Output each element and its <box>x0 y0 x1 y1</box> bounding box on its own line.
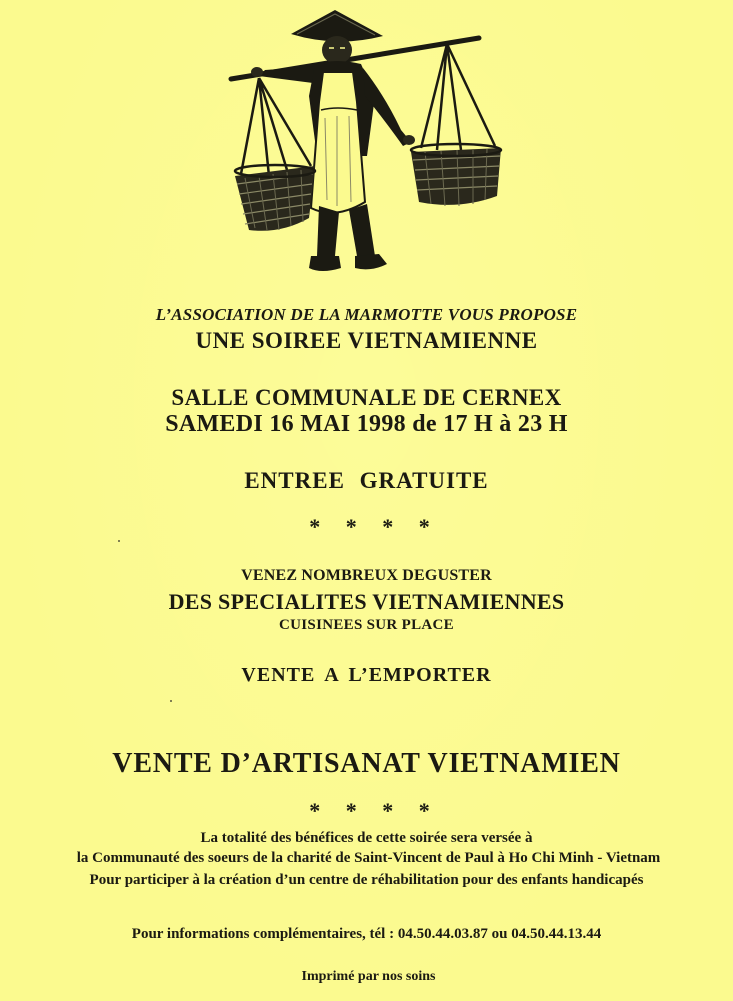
proceeds-line: La totalité des bénéfices de cette soirée sera versée à <box>200 830 533 846</box>
association-line: L’ASSOCIATION DE LA MARMOTTE VOUS PROPOSE <box>155 305 578 324</box>
event-date-time: SAMEDI 16 MAI 1998 de 17 H à 23 H <box>165 411 568 437</box>
star-separator: * * * * <box>309 514 440 539</box>
admission-free: ENTREE GRATUITE <box>244 468 489 493</box>
printed-by: Imprimé par nos soins <box>301 969 436 984</box>
star-separator: * * * * <box>309 798 440 823</box>
specialties-heading: DES SPECIALITES VIETNAMIENNES <box>168 589 565 614</box>
vietnamese-porter-with-baskets-icon <box>225 6 515 296</box>
event-title: UNE SOIREE VIETNAMIENNE <box>195 328 538 353</box>
takeaway-sale: VENTE A L’EMPORTER <box>241 664 492 686</box>
invite-line: VENEZ NOMBREUX DEGUSTER <box>241 567 492 584</box>
print-speck <box>170 700 172 702</box>
proceeds-line: la Communauté des soeurs de la charité de Saint-Vincent de Paul à Ho Chi Minh - Vietnam <box>76 850 661 866</box>
venue: SALLE COMMUNALE DE CERNEX <box>171 385 562 410</box>
proceeds-line: Pour participer à la création d’un centre de réhabilitation pour des enfants handicapés <box>89 872 644 888</box>
print-speck <box>118 540 120 542</box>
contact-info: Pour informations complémentaires, tél : 04.50.44.03.87 ou 04.50.44.13.44 <box>131 926 602 942</box>
cooked-on-site: CUISINEES SUR PLACE <box>279 617 454 633</box>
crafts-sale-heading: VENTE D’ARTISANAT VIETNAMIEN <box>112 748 621 779</box>
